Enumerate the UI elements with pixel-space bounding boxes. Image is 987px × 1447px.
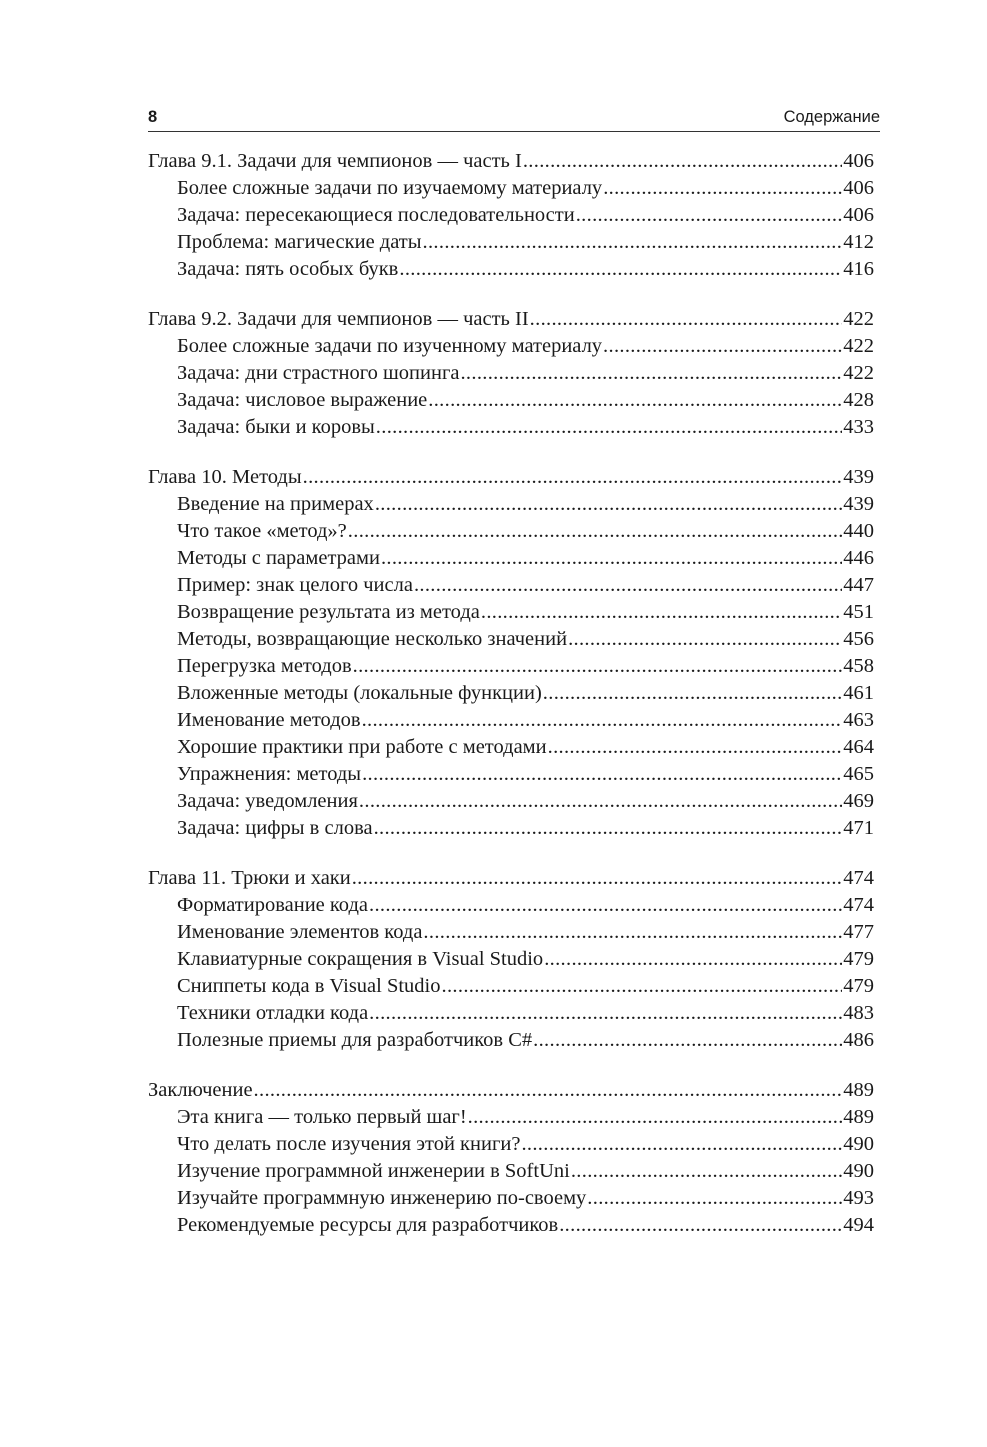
toc-subentry[interactable] bbox=[148, 1104, 874, 1131]
toc-chapter[interactable] bbox=[148, 865, 874, 892]
toc-chapter[interactable] bbox=[148, 1077, 874, 1104]
toc-entry-title: Эта книга — только первый шаг! bbox=[177, 1106, 467, 1128]
toc-page-number: 493 bbox=[843, 1187, 874, 1209]
toc-entry-title: Упражнения: методы bbox=[177, 763, 362, 785]
dot-leader bbox=[548, 734, 843, 761]
dot-leader bbox=[530, 306, 843, 333]
toc-subentry[interactable] bbox=[148, 545, 874, 572]
toc-entry-title: Форматирование кода bbox=[177, 894, 368, 916]
toc-page-number: 456 bbox=[843, 628, 874, 650]
dot-leader bbox=[353, 653, 843, 680]
dot-leader bbox=[414, 572, 842, 599]
toc-entry-title: Задача: дни страстного шопинга bbox=[177, 362, 460, 384]
toc-page-number: 471 bbox=[843, 817, 874, 839]
toc-section bbox=[148, 865, 874, 1054]
toc-subentry[interactable] bbox=[148, 919, 874, 946]
toc-entry-title: Хорошие практики при работе с методами bbox=[177, 736, 547, 758]
toc-subentry[interactable] bbox=[148, 734, 874, 761]
toc-subentry[interactable] bbox=[148, 1027, 874, 1054]
toc-page-number: 406 bbox=[843, 204, 874, 226]
toc-entry-title: Задача: быки и коровы bbox=[177, 416, 375, 438]
toc-subentry[interactable] bbox=[148, 973, 874, 1000]
toc-subentry[interactable] bbox=[148, 256, 874, 283]
toc-page-number: 489 bbox=[843, 1079, 874, 1101]
dot-leader bbox=[376, 414, 842, 441]
toc-page-number: 477 bbox=[843, 921, 874, 943]
toc-subentry[interactable] bbox=[148, 815, 874, 842]
dot-leader bbox=[369, 1000, 842, 1027]
toc-section bbox=[148, 1077, 874, 1239]
dot-leader bbox=[423, 229, 843, 256]
toc-page-number: 451 bbox=[843, 601, 874, 623]
toc-subentry[interactable] bbox=[148, 761, 874, 788]
dot-leader bbox=[254, 1077, 843, 1104]
table-of-contents bbox=[148, 148, 874, 1262]
toc-entry-title: Задача: пять особых букв bbox=[177, 258, 399, 280]
toc-subentry[interactable] bbox=[148, 202, 874, 229]
page-header bbox=[148, 104, 880, 132]
toc-page-number: 439 bbox=[843, 493, 874, 515]
dot-leader bbox=[568, 626, 842, 653]
page-number: 8 bbox=[148, 108, 158, 126]
toc-entry-title: Введение на примерах bbox=[177, 493, 374, 515]
toc-subentry[interactable] bbox=[148, 360, 874, 387]
toc-chapter[interactable] bbox=[148, 464, 874, 491]
dot-leader bbox=[543, 680, 842, 707]
dot-leader bbox=[468, 1104, 843, 1131]
toc-page-number: 433 bbox=[843, 416, 874, 438]
toc-entry-title: Более сложные задачи по изучаемому материалу bbox=[177, 177, 603, 199]
toc-page-number: 416 bbox=[843, 258, 874, 280]
toc-page-number: 494 bbox=[843, 1214, 874, 1236]
toc-entry-title: Что такое «метод»? bbox=[177, 520, 347, 542]
dot-leader bbox=[523, 148, 842, 175]
dot-leader bbox=[428, 387, 842, 414]
toc-entry-title: Глава 9.1. Задачи для чемпионов — часть I bbox=[148, 150, 522, 172]
toc-subentry[interactable] bbox=[148, 892, 874, 919]
toc-subentry[interactable] bbox=[148, 1131, 874, 1158]
toc-page-number: 428 bbox=[843, 389, 874, 411]
toc-entry-title: Именование методов bbox=[177, 709, 361, 731]
toc-page-number: 469 bbox=[843, 790, 874, 812]
toc-entry-title: Полезные приемы для разработчиков C# bbox=[177, 1029, 533, 1051]
toc-page-number: 479 bbox=[843, 975, 874, 997]
toc-page-number: 439 bbox=[843, 466, 874, 488]
toc-page-number: 474 bbox=[843, 867, 874, 889]
toc-page-number: 474 bbox=[843, 894, 874, 916]
dot-leader bbox=[352, 865, 843, 892]
toc-entry-title: Глава 10. Методы bbox=[148, 466, 302, 488]
dot-leader bbox=[423, 919, 842, 946]
dot-leader bbox=[603, 333, 842, 360]
toc-subentry[interactable] bbox=[148, 1158, 874, 1185]
toc-subentry[interactable] bbox=[148, 229, 874, 256]
dot-leader bbox=[559, 1212, 842, 1239]
toc-entry-title: Глава 11. Трюки и хаки bbox=[148, 867, 351, 889]
toc-entry-title: Изучение программной инженерии в SoftUni bbox=[177, 1160, 570, 1182]
toc-chapter[interactable] bbox=[148, 306, 874, 333]
toc-subentry[interactable] bbox=[148, 626, 874, 653]
toc-subentry[interactable] bbox=[148, 387, 874, 414]
toc-entry-title: Техники отладки кода bbox=[177, 1002, 369, 1024]
toc-entry-title: Глава 9.2. Задачи для чемпионов — часть II bbox=[148, 308, 529, 330]
toc-page-number: 490 bbox=[843, 1133, 874, 1155]
toc-subentry[interactable] bbox=[148, 491, 874, 518]
toc-page-number: 422 bbox=[843, 308, 874, 330]
toc-entry-title: Проблема: магические даты bbox=[177, 231, 422, 253]
toc-subentry[interactable] bbox=[148, 518, 874, 545]
toc-page-number: 458 bbox=[843, 655, 874, 677]
toc-entry-title: Изучайте программную инженерию по-своему bbox=[177, 1187, 587, 1209]
toc-subentry[interactable] bbox=[148, 1000, 874, 1027]
toc-page-number: 489 bbox=[843, 1106, 874, 1128]
toc-entry-title: Задача: уведомления bbox=[177, 790, 358, 812]
toc-subentry[interactable] bbox=[148, 653, 874, 680]
toc-entry-title: Заключение bbox=[148, 1079, 253, 1101]
dot-leader bbox=[481, 599, 842, 626]
toc-page-number: 406 bbox=[843, 177, 874, 199]
toc-page-number: 479 bbox=[843, 948, 874, 970]
dot-leader bbox=[374, 815, 843, 842]
toc-page-number: 483 bbox=[843, 1002, 874, 1024]
toc-entry-title: Вложенные методы (локальные функции) bbox=[177, 682, 542, 704]
toc-subentry[interactable] bbox=[148, 572, 874, 599]
dot-leader bbox=[362, 761, 842, 788]
dot-leader bbox=[362, 707, 843, 734]
toc-entry-title: Клавиатурные сокращения в Visual Studio bbox=[177, 948, 544, 970]
toc-subentry[interactable] bbox=[148, 1185, 874, 1212]
toc-page-number: 461 bbox=[843, 682, 874, 704]
toc-entry-title: Сниппеты кода в Visual Studio bbox=[177, 975, 441, 997]
dot-leader bbox=[348, 518, 842, 545]
dot-leader bbox=[359, 788, 842, 815]
toc-entry-title: Методы, возвращающие несколько значений bbox=[177, 628, 568, 650]
toc-entry-title: Перегрузка методов bbox=[177, 655, 352, 677]
toc-entry-title: Методы с параметрами bbox=[177, 547, 380, 569]
toc-page-number: 447 bbox=[843, 574, 874, 596]
toc-page-number: 440 bbox=[843, 520, 874, 542]
toc-subentry[interactable] bbox=[148, 333, 874, 360]
toc-subentry[interactable] bbox=[148, 1212, 874, 1239]
toc-subentry[interactable] bbox=[148, 414, 874, 441]
dot-leader bbox=[460, 360, 842, 387]
toc-subentry[interactable] bbox=[148, 680, 874, 707]
dot-leader bbox=[381, 545, 842, 572]
toc-subentry[interactable] bbox=[148, 788, 874, 815]
running-title: Содержание bbox=[783, 108, 880, 126]
dot-leader bbox=[399, 256, 842, 283]
toc-subentry[interactable] bbox=[148, 175, 874, 202]
toc-subentry[interactable] bbox=[148, 707, 874, 734]
dot-leader bbox=[587, 1185, 842, 1212]
toc-entry-title: Более сложные задачи по изученному материалу bbox=[177, 335, 603, 357]
toc-section bbox=[148, 306, 874, 441]
toc-page-number: 446 bbox=[843, 547, 874, 569]
dot-leader bbox=[533, 1027, 842, 1054]
toc-page-number: 463 bbox=[843, 709, 874, 731]
dot-leader bbox=[375, 491, 842, 518]
toc-subentry[interactable] bbox=[148, 946, 874, 973]
toc-page-number: 422 bbox=[843, 362, 874, 384]
dot-leader bbox=[576, 202, 843, 229]
toc-page-number: 465 bbox=[843, 763, 874, 785]
toc-subentry[interactable] bbox=[148, 599, 874, 626]
dot-leader bbox=[603, 175, 842, 202]
toc-entry-title: Задача: цифры в слова bbox=[177, 817, 373, 839]
toc-entry-title: Задача: пересекающиеся последовательности bbox=[177, 204, 575, 226]
toc-entry-title: Пример: знак целого числа bbox=[177, 574, 413, 596]
toc-entry-title: Возвращение результата из метода bbox=[177, 601, 480, 623]
toc-page-number: 422 bbox=[843, 335, 874, 357]
dot-leader bbox=[442, 973, 843, 1000]
toc-entry-title: Задача: числовое выражение bbox=[177, 389, 428, 411]
dot-leader bbox=[544, 946, 842, 973]
toc-entry-title: Рекомендуемые ресурсы для разработчиков bbox=[177, 1214, 559, 1236]
toc-chapter[interactable] bbox=[148, 148, 874, 175]
toc-page-number: 412 bbox=[843, 231, 874, 253]
dot-leader bbox=[571, 1158, 842, 1185]
toc-page-number: 406 bbox=[843, 150, 874, 172]
toc-entry-title: Именование элементов кода bbox=[177, 921, 423, 943]
toc-section bbox=[148, 464, 874, 842]
toc-page-number: 486 bbox=[843, 1029, 874, 1051]
dot-leader bbox=[521, 1131, 842, 1158]
toc-page-number: 490 bbox=[843, 1160, 874, 1182]
dot-leader bbox=[369, 892, 842, 919]
toc-entry-title: Что делать после изучения этой книги? bbox=[177, 1133, 521, 1155]
dot-leader bbox=[303, 464, 843, 491]
toc-section bbox=[148, 148, 874, 283]
toc-page-number: 464 bbox=[843, 736, 874, 758]
